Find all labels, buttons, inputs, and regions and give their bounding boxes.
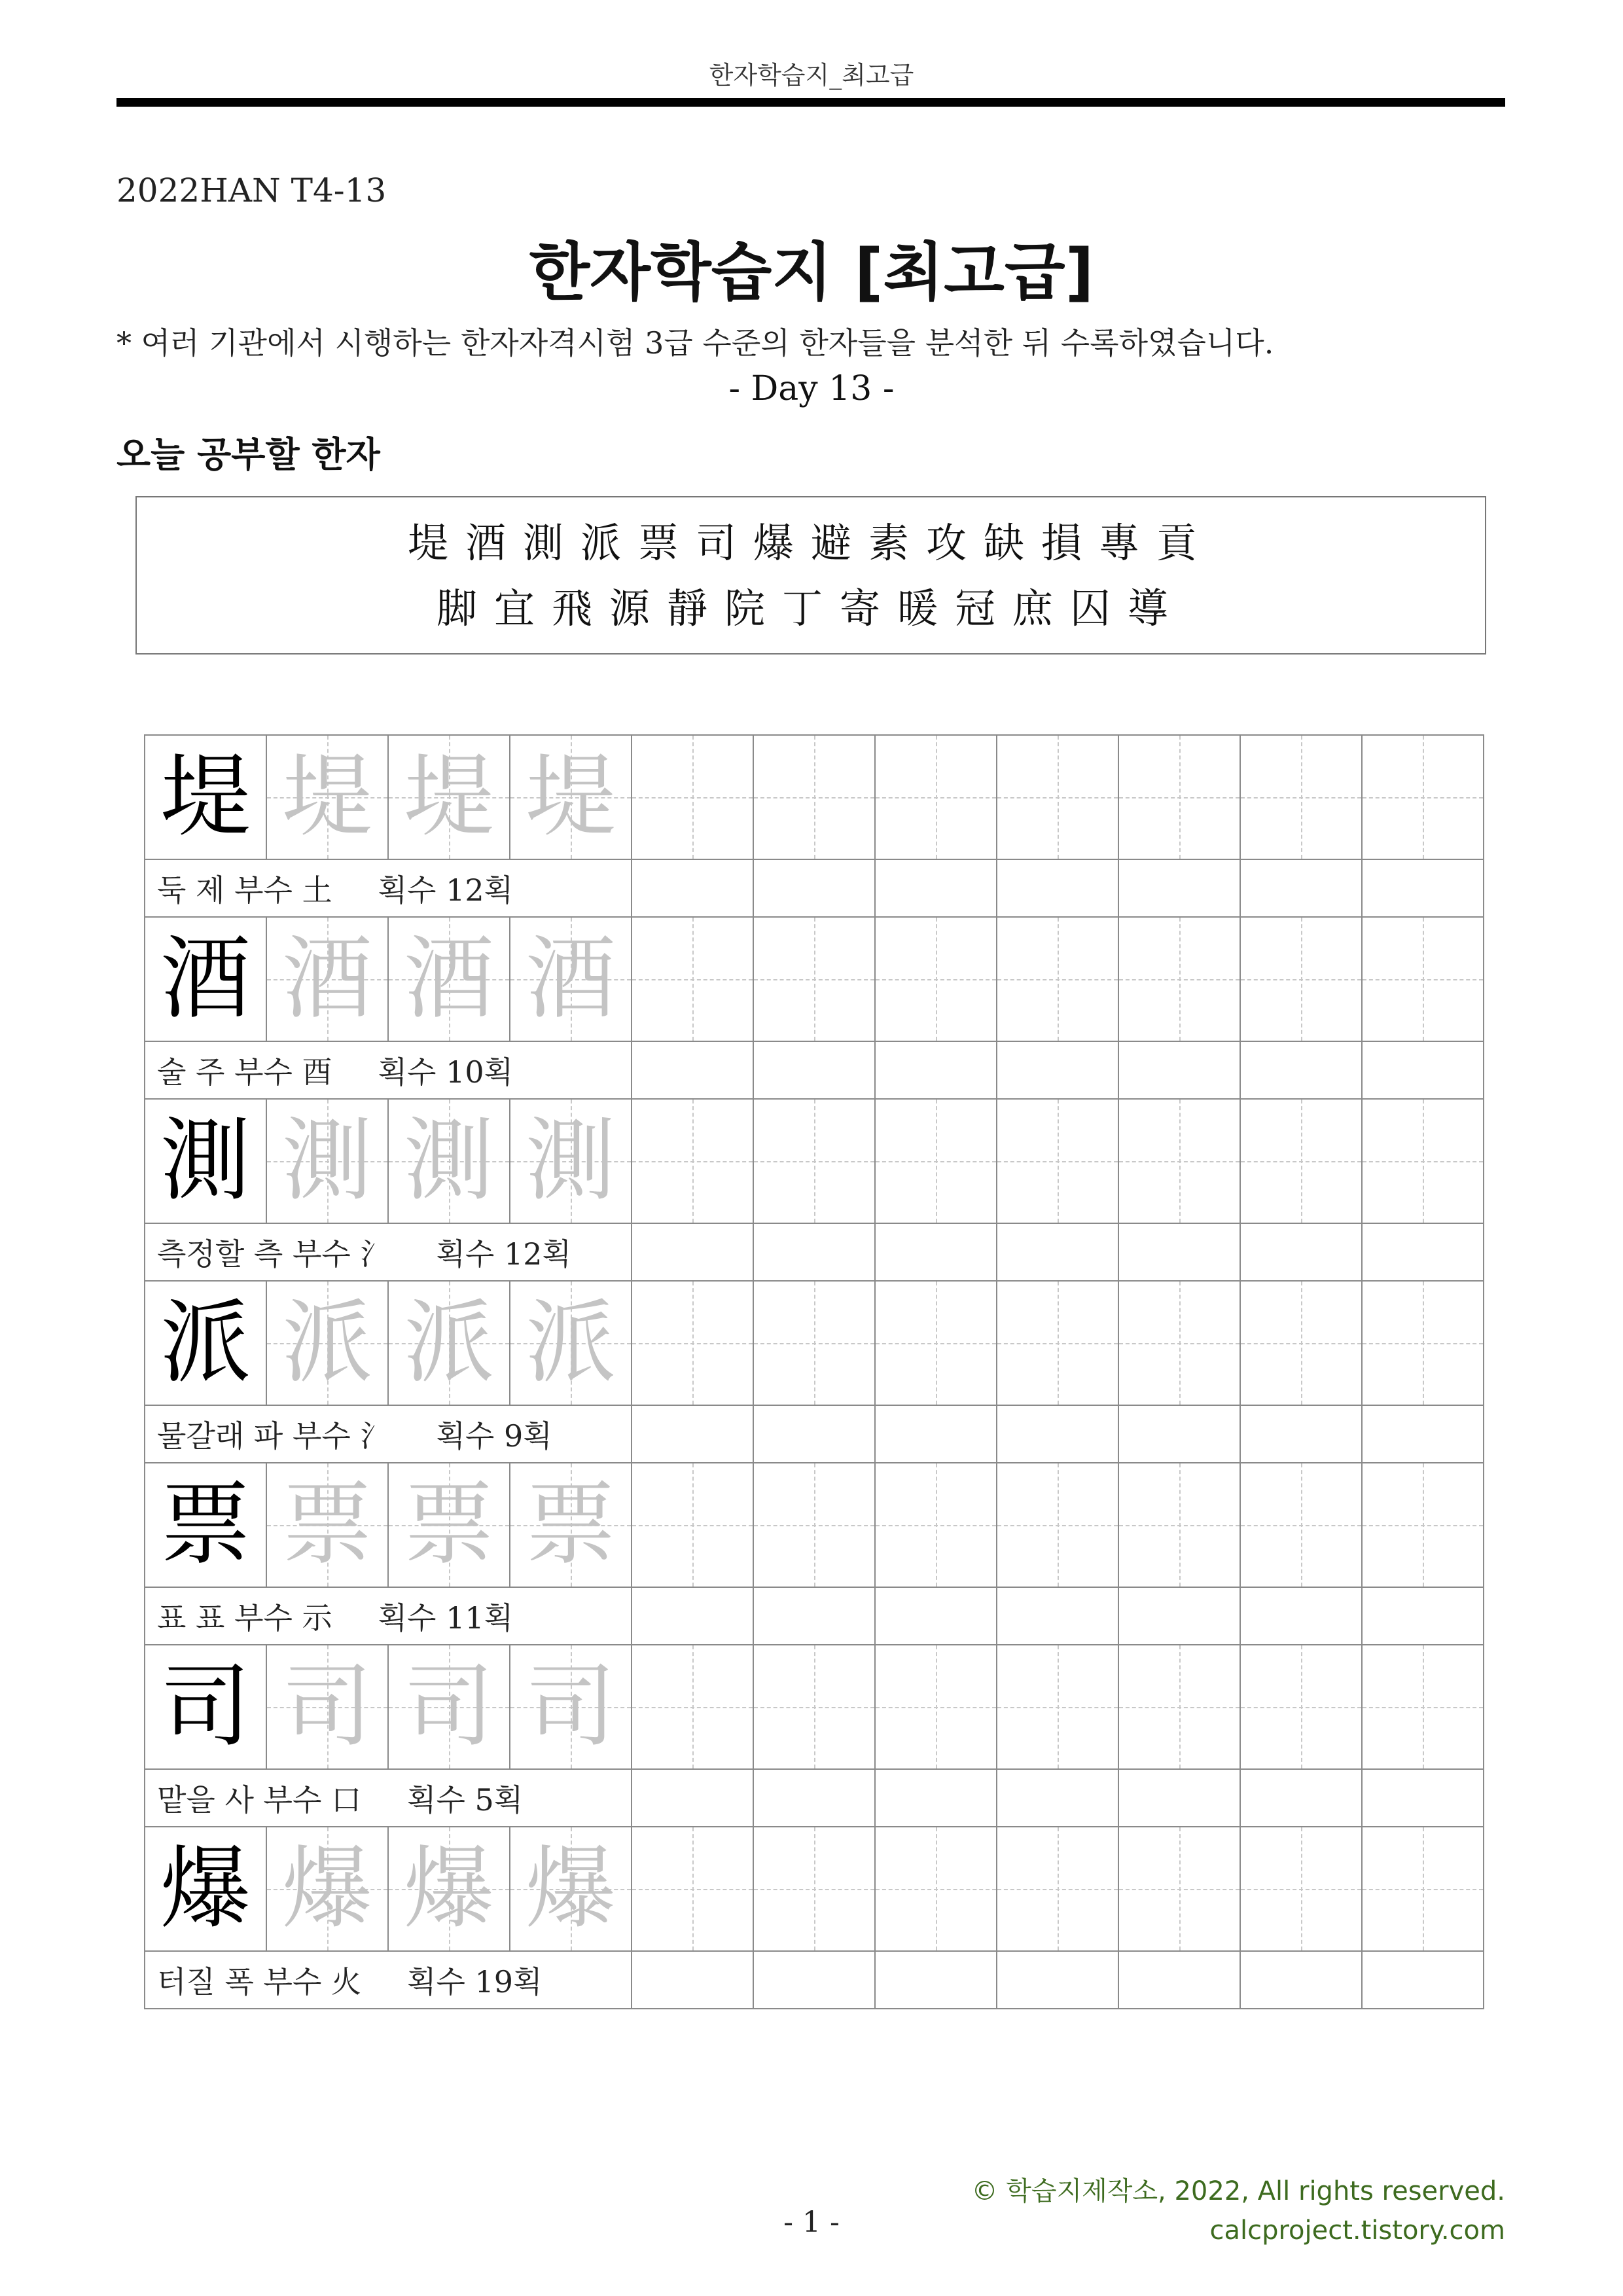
blank-practice-cell <box>997 1463 1118 1587</box>
stroke-count: 획수 12획 <box>436 1236 571 1272</box>
blank-practice-cell <box>632 1463 753 1587</box>
character-info <box>145 1041 632 1099</box>
practice-char-row <box>145 1827 1484 1951</box>
practice-char-row <box>145 917 1484 1041</box>
stroke-count: 획수 9획 <box>436 1418 552 1454</box>
blank-practice-cell <box>875 1827 997 1951</box>
meaning-radical: 둑 제 부수 土 <box>157 872 332 908</box>
practice-info-row <box>145 1041 1484 1099</box>
guide-line-horizontal <box>1241 979 1361 980</box>
guide-line-horizontal <box>1119 1525 1240 1526</box>
blank-info-cell <box>1118 1223 1240 1281</box>
blank-practice-cell <box>1240 1099 1362 1223</box>
guide-line-horizontal <box>1241 1161 1361 1162</box>
practice-grid <box>144 734 1484 2009</box>
copyright-block <box>971 2172 1505 2250</box>
guide-line-horizontal <box>997 1161 1118 1162</box>
page-number: - 1 - <box>783 2206 840 2239</box>
trace-cell <box>510 1281 632 1405</box>
guide-line-horizontal <box>1119 1161 1240 1162</box>
model-character: 測 <box>145 1099 266 1223</box>
blank-info-cell <box>632 1223 753 1281</box>
blank-practice-cell <box>753 1099 875 1223</box>
practice-info-row <box>145 1405 1484 1463</box>
blank-info-cell <box>1362 1223 1484 1281</box>
blank-info-cell <box>997 859 1118 917</box>
trace-character: 派 <box>281 1290 372 1395</box>
guide-line-horizontal <box>1241 797 1361 798</box>
blank-practice-cell <box>1118 735 1240 859</box>
guide-line-horizontal <box>754 979 874 980</box>
trace-cell <box>266 735 388 859</box>
guide-line-horizontal <box>1119 797 1240 798</box>
trace-character: 酒 <box>403 926 494 1031</box>
blank-info-cell <box>1240 1405 1362 1463</box>
blank-practice-cell <box>1240 917 1362 1041</box>
meaning-radical: 술 주 부수 酉 <box>157 1054 332 1090</box>
document-code: 2022HAN T4-13 <box>116 171 387 209</box>
blank-practice-cell <box>632 735 753 859</box>
blank-practice-cell <box>997 1281 1118 1405</box>
guide-line-horizontal <box>876 1343 996 1344</box>
guide-line-horizontal <box>1363 1525 1483 1526</box>
blank-info-cell <box>632 1769 753 1827</box>
trace-character: 測 <box>281 1108 372 1213</box>
blank-practice-cell <box>875 917 997 1041</box>
blank-practice-cell <box>875 1645 997 1769</box>
guide-line-horizontal <box>997 1707 1118 1708</box>
guide-line-horizontal <box>876 797 996 798</box>
intro-note: * 여러 기관에서 시행하는 한자자격시험 3급 수준의 한자들을 분석한 뒤 수록하였습니다. <box>116 325 1274 361</box>
blank-info-cell <box>997 1769 1118 1827</box>
site-url: calcproject.tistory.com <box>1209 2215 1505 2246</box>
blank-info-cell <box>875 859 997 917</box>
blank-info-cell <box>875 1951 997 2009</box>
meaning-radical: 물갈래 파 부수 氵 <box>157 1418 391 1454</box>
practice-char-row <box>145 1463 1484 1587</box>
blank-info-cell <box>1118 859 1240 917</box>
blank-info-cell <box>1362 1769 1484 1827</box>
blank-info-cell <box>997 1223 1118 1281</box>
trace-cell <box>510 735 632 859</box>
character-info <box>145 1223 632 1281</box>
practice-info-row <box>145 1769 1484 1827</box>
day-label: - Day 13 - <box>728 369 895 408</box>
blank-info-cell <box>1118 1951 1240 2009</box>
guide-line-horizontal <box>1241 1707 1361 1708</box>
trace-cell <box>388 1281 510 1405</box>
blank-info-cell <box>875 1587 997 1645</box>
blank-info-cell <box>1240 1587 1362 1645</box>
blank-info-cell <box>1118 1769 1240 1827</box>
guide-line-horizontal <box>1363 1343 1483 1344</box>
blank-practice-cell <box>1362 917 1484 1041</box>
section-heading: 오늘 공부할 한자 <box>116 434 380 475</box>
blank-practice-cell <box>1240 1281 1362 1405</box>
character-info <box>145 1769 632 1827</box>
blank-info-cell <box>997 1405 1118 1463</box>
practice-char-row <box>145 735 1484 859</box>
guide-line-horizontal <box>1363 797 1483 798</box>
trace-cell <box>266 917 388 1041</box>
blank-practice-cell <box>1362 735 1484 859</box>
character-info <box>145 1405 632 1463</box>
blank-info-cell <box>1240 1951 1362 2009</box>
blank-practice-cell <box>1118 1099 1240 1223</box>
guide-line-horizontal <box>632 979 753 980</box>
blank-practice-cell <box>1118 1645 1240 1769</box>
blank-practice-cell <box>1240 1645 1362 1769</box>
guide-line-horizontal <box>632 1343 753 1344</box>
blank-info-cell <box>632 1587 753 1645</box>
trace-cell <box>510 1463 632 1587</box>
blank-info-cell <box>1240 859 1362 917</box>
blank-info-cell <box>1118 1587 1240 1645</box>
guide-line-horizontal <box>876 1889 996 1890</box>
guide-line-horizontal <box>876 979 996 980</box>
trace-character: 測 <box>525 1108 616 1213</box>
trace-character: 司 <box>525 1654 616 1759</box>
blank-practice-cell <box>875 1463 997 1587</box>
blank-info-cell <box>997 1587 1118 1645</box>
blank-practice-cell <box>1362 1645 1484 1769</box>
page-title: 한자학습지 [최고급] <box>529 236 1094 309</box>
guide-line-horizontal <box>632 1707 753 1708</box>
guide-line-horizontal <box>754 1707 874 1708</box>
blank-practice-cell <box>997 1645 1118 1769</box>
model-character: 票 <box>145 1463 266 1587</box>
trace-character: 堤 <box>525 744 616 850</box>
blank-practice-cell <box>1362 1281 1484 1405</box>
character-info <box>145 1587 632 1645</box>
blank-info-cell <box>632 1405 753 1463</box>
blank-info-cell <box>875 1223 997 1281</box>
guide-line-horizontal <box>876 1161 996 1162</box>
guide-line-horizontal <box>632 1161 753 1162</box>
blank-practice-cell <box>875 1099 997 1223</box>
blank-practice-cell <box>1118 1463 1240 1587</box>
blank-practice-cell <box>632 1645 753 1769</box>
practice-char-row <box>145 1281 1484 1405</box>
blank-info-cell <box>875 1769 997 1827</box>
practice-char-row <box>145 1645 1484 1769</box>
blank-practice-cell <box>875 1281 997 1405</box>
guide-line-horizontal <box>997 1889 1118 1890</box>
guide-line-horizontal <box>1119 1343 1240 1344</box>
blank-practice-cell <box>753 1463 875 1587</box>
trace-character: 堤 <box>281 744 372 850</box>
trace-cell <box>266 1099 388 1223</box>
blank-practice-cell <box>632 1827 753 1951</box>
guide-line-horizontal <box>754 1161 874 1162</box>
blank-practice-cell <box>1362 1463 1484 1587</box>
blank-practice-cell <box>1240 735 1362 859</box>
trace-cell <box>510 917 632 1041</box>
guide-line-horizontal <box>632 1525 753 1526</box>
guide-line-horizontal <box>876 1707 996 1708</box>
guide-line-horizontal <box>1363 1707 1483 1708</box>
trace-cell <box>266 1645 388 1769</box>
practice-info-row <box>145 1951 1484 2009</box>
blank-info-cell <box>753 1587 875 1645</box>
guide-line-horizontal <box>997 797 1118 798</box>
trace-cell <box>388 1645 510 1769</box>
blank-info-cell <box>997 1041 1118 1099</box>
practice-char-row <box>145 1099 1484 1223</box>
blank-info-cell <box>753 1223 875 1281</box>
guide-line-horizontal <box>1363 979 1483 980</box>
model-character: 派 <box>145 1281 266 1405</box>
trace-cell <box>510 1645 632 1769</box>
blank-practice-cell <box>1240 1827 1362 1951</box>
trace-character: 派 <box>403 1290 494 1395</box>
blank-practice-cell <box>1240 1463 1362 1587</box>
meaning-radical: 측정할 측 부수 氵 <box>157 1236 391 1272</box>
blank-info-cell <box>632 1951 753 2009</box>
trace-character: 酒 <box>525 926 616 1031</box>
header-rule <box>116 98 1505 107</box>
trace-character: 爆 <box>525 1836 616 1941</box>
blank-practice-cell <box>875 735 997 859</box>
blank-info-cell <box>753 1951 875 2009</box>
guide-line-horizontal <box>997 1343 1118 1344</box>
trace-cell <box>388 1827 510 1951</box>
copyright-text: © 학습지제작소, 2022, All rights reserved. <box>971 2176 1505 2206</box>
trace-character: 票 <box>525 1472 616 1577</box>
guide-line-horizontal <box>1241 1343 1361 1344</box>
guide-line-horizontal <box>754 1889 874 1890</box>
model-character: 酒 <box>145 917 266 1041</box>
trace-character: 堤 <box>403 744 494 850</box>
guide-line-horizontal <box>632 1889 753 1890</box>
trace-cell <box>388 735 510 859</box>
blank-info-cell <box>1362 1587 1484 1645</box>
trace-character: 票 <box>403 1472 494 1577</box>
trace-cell <box>266 1281 388 1405</box>
trace-cell <box>510 1099 632 1223</box>
blank-practice-cell <box>1118 1827 1240 1951</box>
blank-practice-cell <box>632 917 753 1041</box>
trace-character: 爆 <box>281 1836 372 1941</box>
practice-info-row <box>145 1223 1484 1281</box>
blank-info-cell <box>1118 1405 1240 1463</box>
practice-info-row <box>145 1587 1484 1645</box>
trace-cell <box>266 1827 388 1951</box>
blank-info-cell <box>1118 1041 1240 1099</box>
guide-line-horizontal <box>997 1525 1118 1526</box>
guide-line-horizontal <box>1119 1889 1240 1890</box>
blank-info-cell <box>1240 1769 1362 1827</box>
trace-character: 票 <box>281 1472 372 1577</box>
meaning-radical: 터질 폭 부수 火 <box>157 1964 362 2000</box>
trace-cell <box>388 1099 510 1223</box>
trace-character: 測 <box>403 1108 494 1213</box>
guide-line-horizontal <box>1241 1525 1361 1526</box>
blank-practice-cell <box>997 735 1118 859</box>
trace-cell <box>388 1463 510 1587</box>
meaning-radical: 맡을 사 부수 口 <box>157 1782 362 1818</box>
guide-line-horizontal <box>1363 1889 1483 1890</box>
guide-line-horizontal <box>1241 1889 1361 1890</box>
guide-line-horizontal <box>1119 1707 1240 1708</box>
trace-cell <box>510 1827 632 1951</box>
blank-info-cell <box>1362 1405 1484 1463</box>
model-character: 司 <box>145 1645 266 1769</box>
trace-character: 司 <box>281 1654 372 1759</box>
blank-info-cell <box>632 1041 753 1099</box>
blank-info-cell <box>1362 859 1484 917</box>
guide-line-horizontal <box>754 797 874 798</box>
blank-info-cell <box>753 1405 875 1463</box>
blank-practice-cell <box>1362 1827 1484 1951</box>
trace-cell <box>388 917 510 1041</box>
blank-practice-cell <box>753 917 875 1041</box>
stroke-count: 획수 5획 <box>407 1782 524 1818</box>
blank-practice-cell <box>753 735 875 859</box>
today-hanja-line-2: 脚宜飛源靜院丁寄暖冠庶囚導 <box>436 584 1185 632</box>
blank-practice-cell <box>997 1099 1118 1223</box>
blank-info-cell <box>1240 1041 1362 1099</box>
trace-character: 司 <box>403 1654 494 1759</box>
blank-info-cell <box>997 1951 1118 2009</box>
stroke-count: 획수 11획 <box>378 1600 514 1636</box>
blank-info-cell <box>875 1405 997 1463</box>
blank-practice-cell <box>753 1827 875 1951</box>
blank-info-cell <box>753 1769 875 1827</box>
trace-character: 爆 <box>403 1836 494 1941</box>
guide-line-horizontal <box>876 1525 996 1526</box>
today-hanja-box <box>135 496 1486 655</box>
stroke-count: 획수 19획 <box>407 1964 543 2000</box>
blank-info-cell <box>753 1041 875 1099</box>
model-character: 爆 <box>145 1827 266 1951</box>
blank-info-cell <box>753 859 875 917</box>
stroke-count: 획수 10획 <box>378 1054 514 1090</box>
blank-practice-cell <box>753 1645 875 1769</box>
character-info <box>145 1951 632 2009</box>
guide-line-horizontal <box>754 1343 874 1344</box>
blank-practice-cell <box>1362 1099 1484 1223</box>
stroke-count: 획수 12획 <box>378 872 514 908</box>
blank-info-cell <box>632 859 753 917</box>
guide-line-horizontal <box>632 797 753 798</box>
blank-practice-cell <box>1118 1281 1240 1405</box>
blank-info-cell <box>1362 1951 1484 2009</box>
trace-character: 派 <box>525 1290 616 1395</box>
blank-practice-cell <box>997 917 1118 1041</box>
blank-info-cell <box>875 1041 997 1099</box>
blank-practice-cell <box>1118 917 1240 1041</box>
blank-practice-cell <box>997 1827 1118 1951</box>
meaning-radical: 표 표 부수 示 <box>157 1600 332 1636</box>
trace-character: 酒 <box>281 926 372 1031</box>
practice-info-row <box>145 859 1484 917</box>
guide-line-horizontal <box>754 1525 874 1526</box>
blank-practice-cell <box>632 1099 753 1223</box>
guide-line-horizontal <box>1119 979 1240 980</box>
guide-line-horizontal <box>997 979 1118 980</box>
character-info <box>145 859 632 917</box>
today-hanja-line-1: 堤酒測派票司爆避素攻缺損專貢 <box>407 519 1214 567</box>
blank-practice-cell <box>632 1281 753 1405</box>
blank-info-cell <box>1362 1041 1484 1099</box>
running-header: 한자학습지_최고급 <box>709 61 914 90</box>
blank-practice-cell <box>753 1281 875 1405</box>
trace-cell <box>266 1463 388 1587</box>
guide-line-horizontal <box>1363 1161 1483 1162</box>
blank-info-cell <box>1240 1223 1362 1281</box>
model-character: 堤 <box>145 735 266 859</box>
